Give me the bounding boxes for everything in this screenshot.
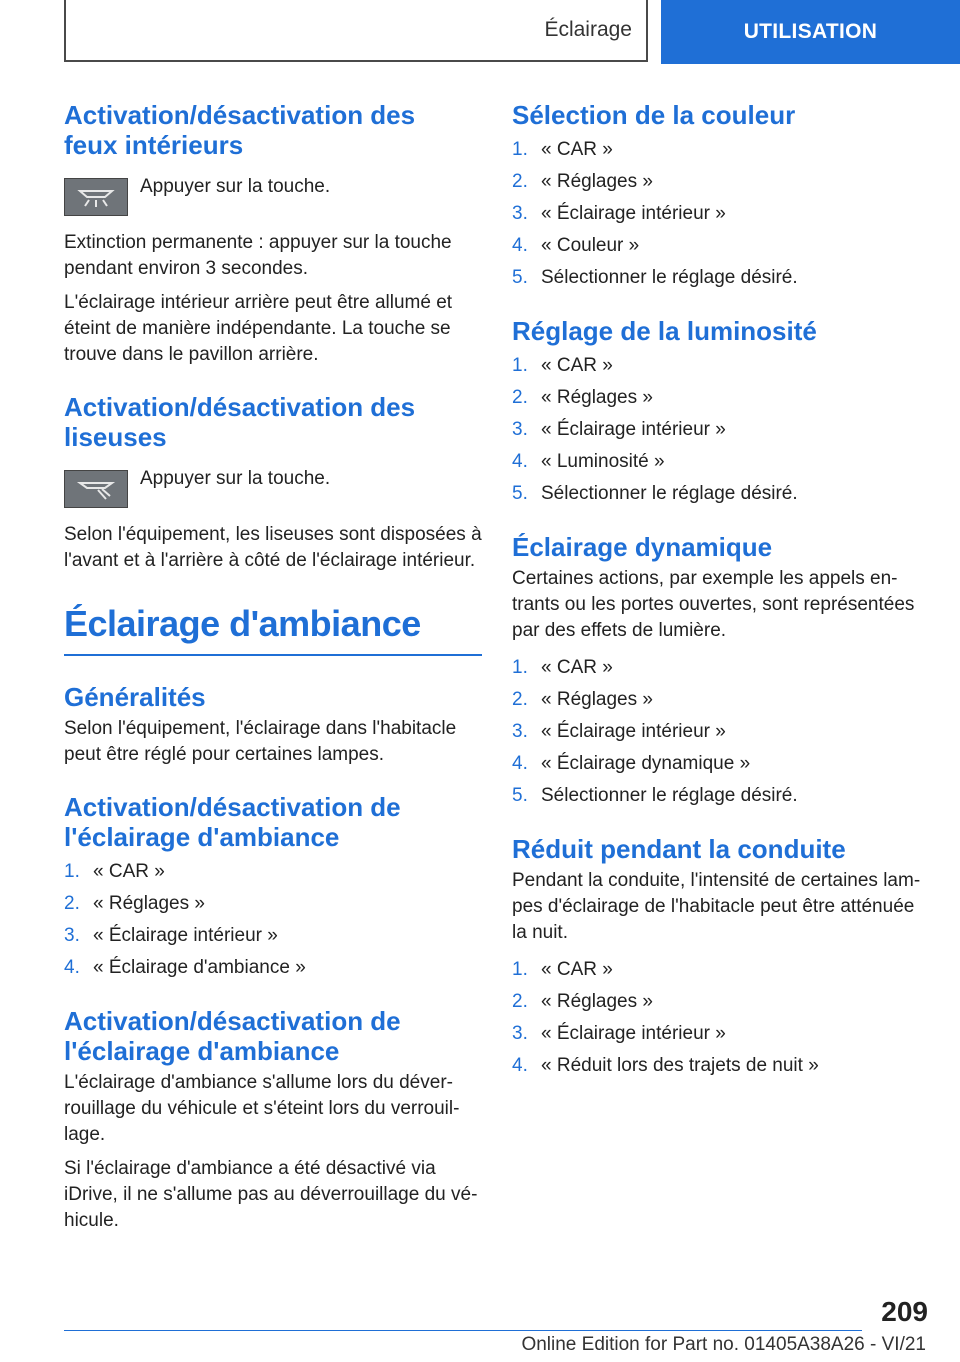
- step-text: « Couleur »: [541, 235, 640, 256]
- key-text: Appuyer sur la touche.: [140, 176, 331, 197]
- step-text: « Éclairage intérieur »: [93, 925, 278, 946]
- section-title-line: l'éclairage d'ambiance: [64, 1036, 340, 1066]
- step-text: « Réglages »: [93, 893, 205, 914]
- step-text: « Réglages »: [541, 171, 653, 192]
- step-text: « Réduit lors des trajets de nuit »: [541, 1055, 819, 1076]
- list-item: [512, 446, 926, 478]
- section-title: [64, 100, 482, 160]
- paragraph: Selon l'équipement, l'éclairage dans l'habitacle peut être réglé pour certaines lampes.: [64, 718, 457, 765]
- interior-light-key-icon: [64, 178, 128, 216]
- right-column: [512, 100, 926, 1082]
- list-item: [512, 134, 926, 166]
- list-item: [64, 920, 482, 952]
- step-text: « CAR »: [541, 959, 613, 980]
- reading-light-key-icon: [64, 470, 128, 508]
- step-text: « Luminosité »: [541, 451, 665, 472]
- section-title-line: liseuses: [64, 422, 167, 452]
- list-item: [512, 350, 926, 382]
- paragraph: L'éclairage intérieur arrière peut être allumé et éteint de manière indépendante. La touche se trouve dans le pavillon arrière.: [64, 292, 453, 365]
- page-number: 209: [881, 1296, 928, 1327]
- step-number: 4.: [512, 753, 528, 774]
- section-title: Éclairage dynamique: [512, 532, 773, 562]
- list-item: [512, 716, 926, 748]
- step-text: « Réglages »: [541, 991, 653, 1012]
- footer-rule: [64, 1330, 862, 1331]
- key-instruction: [64, 178, 482, 216]
- step-text: « Réglages »: [541, 689, 653, 710]
- step-text: « Éclairage intérieur »: [541, 419, 726, 440]
- key-text: Appuyer sur la touche.: [140, 468, 331, 489]
- step-number: 5.: [512, 483, 528, 504]
- step-text: « CAR »: [541, 657, 613, 678]
- header-chapter: Éclairage: [544, 18, 632, 41]
- step-number: 4.: [512, 1055, 528, 1076]
- step-text: « Éclairage intérieur »: [541, 721, 726, 742]
- step-text: « Réglages »: [541, 387, 653, 408]
- list-item: [512, 1050, 926, 1082]
- step-number: 5.: [512, 267, 528, 288]
- step-number: 1.: [512, 959, 528, 980]
- steps-list: [64, 856, 482, 984]
- step-text: Sélectionner le réglage désiré.: [541, 785, 798, 806]
- list-item: [512, 986, 926, 1018]
- section-title-line: Activation/désactivation de: [64, 792, 401, 822]
- header-chapter-box: [64, 0, 648, 62]
- list-item: [64, 856, 482, 888]
- step-text: « CAR »: [541, 355, 613, 376]
- section-title: [64, 1006, 482, 1066]
- section-title: Réduit pendant la conduite: [512, 834, 846, 864]
- list-item: [512, 748, 926, 780]
- step-number: 1.: [512, 139, 528, 160]
- section-title: Généralités: [64, 682, 206, 712]
- list-item: [512, 954, 926, 986]
- list-item: [64, 952, 482, 984]
- list-item: [512, 652, 926, 684]
- step-number: 3.: [64, 925, 80, 946]
- step-number: 4.: [512, 235, 528, 256]
- step-number: 3.: [512, 203, 528, 224]
- list-item: [512, 166, 926, 198]
- section-title-line: Activation/désactivation des: [64, 392, 416, 422]
- edition-text: Online Edition for Part no. 01405A38A26 - VI/21: [521, 1334, 926, 1355]
- chapter-rule: [64, 654, 482, 656]
- list-item: [512, 1018, 926, 1050]
- step-text: « CAR »: [93, 861, 165, 882]
- section-title: [64, 792, 482, 852]
- step-text: « Éclairage intérieur »: [541, 203, 726, 224]
- section-title: Réglage de la luminosité: [512, 316, 817, 346]
- list-item: [512, 414, 926, 446]
- list-item: [512, 684, 926, 716]
- section-title: Sélection de la couleur: [512, 100, 796, 130]
- steps-list: [512, 134, 926, 294]
- step-text: « Éclairage intérieur »: [541, 1023, 726, 1044]
- step-number: 1.: [512, 657, 528, 678]
- section-title-line: Activation/désactivation des: [64, 100, 416, 130]
- list-item: [512, 780, 926, 812]
- step-number: 2.: [512, 387, 528, 408]
- step-text: « Éclairage dynamique »: [541, 753, 751, 774]
- step-number: 1.: [64, 861, 80, 882]
- header-section: UTILISATION: [743, 20, 878, 43]
- list-item: [512, 262, 926, 294]
- paragraph: L'éclairage d'ambiance s'allume lors du déverrouillage du véhicule et s'éteint lors du verrouillage.: [64, 1072, 460, 1145]
- header-section-tab: [661, 0, 960, 64]
- step-number: 3.: [512, 1023, 528, 1044]
- list-item: [512, 230, 926, 262]
- list-item: [64, 888, 482, 920]
- paragraph: Pendant la conduite, l'intensité de certaines lampes d'éclairage de l'habitacle peut être atténuée la nuit.: [512, 870, 921, 943]
- key-instruction: [64, 470, 482, 508]
- chapter-title: Éclairage d'ambiance: [64, 603, 421, 644]
- steps-list: [512, 652, 926, 812]
- step-text: Sélectionner le réglage désiré.: [541, 483, 798, 504]
- step-number: 1.: [512, 355, 528, 376]
- step-number: 2.: [512, 171, 528, 192]
- step-number: 2.: [512, 689, 528, 710]
- steps-list: [512, 350, 926, 510]
- step-text: « CAR »: [541, 139, 613, 160]
- step-number: 3.: [512, 419, 528, 440]
- step-number: 5.: [512, 785, 528, 806]
- step-number: 4.: [512, 451, 528, 472]
- list-item: [512, 478, 926, 510]
- paragraph: Extinction permanente : appuyer sur la touche pendant environ 3 secondes.: [64, 232, 452, 279]
- section-title-line: l'éclairage d'ambiance: [64, 822, 340, 852]
- step-number: 4.: [64, 957, 80, 978]
- step-number: 2.: [512, 991, 528, 1012]
- step-number: 3.: [512, 721, 528, 742]
- paragraph: Si l'éclairage d'ambiance a été désactivé via iDrive, il ne s'allume pas au déverrouillage du véhicule.: [64, 1158, 478, 1231]
- paragraph: Selon l'équipement, les liseuses sont disposées à l'avant et à l'arrière à côté de l'éclairage intérieur.: [64, 524, 482, 571]
- left-column: [64, 100, 482, 1234]
- section-title-line: feux intérieurs: [64, 130, 244, 160]
- steps-list: [512, 954, 926, 1082]
- list-item: [512, 382, 926, 414]
- paragraph: Certaines actions, par exemple les appels entrants ou les portes ouvertes, sont représentées par des effets de lumière.: [512, 568, 915, 641]
- section-title: [64, 392, 482, 452]
- step-text: « Éclairage d'ambiance »: [93, 957, 306, 978]
- list-item: [512, 198, 926, 230]
- step-number: 2.: [64, 893, 80, 914]
- section-title-line: Activation/désactivation de: [64, 1006, 401, 1036]
- step-text: Sélectionner le réglage désiré.: [541, 267, 798, 288]
